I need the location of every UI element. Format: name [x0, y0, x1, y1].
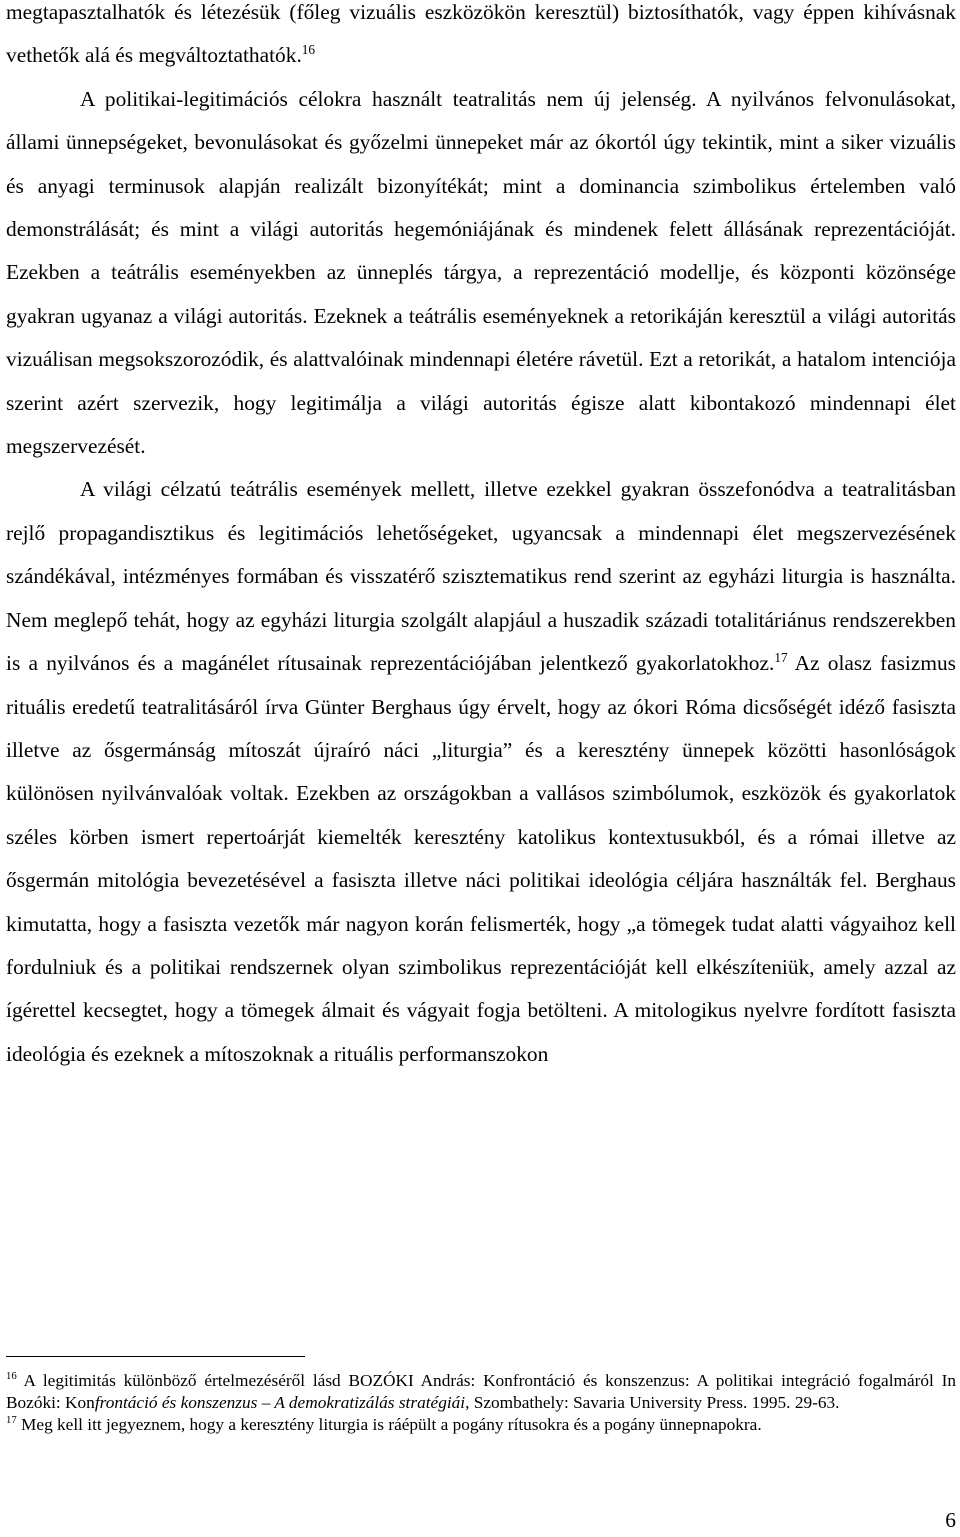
- footnote-ref-17: 17: [774, 649, 788, 665]
- footnote-ref-16: 16: [301, 42, 316, 58]
- footnote-number: 17: [6, 1414, 17, 1427]
- footnote-text: Meg kell itt jegyeznem, hogy a keresztény liturgia is ráépült a pogány rítusokra és a pogány ünnepnapokra.: [16, 1415, 762, 1434]
- paragraph-1: [6, 0, 956, 78]
- footnote-text: A legitimitás különböző értelmezéséről lásd BOZÓKI András: Konfrontáció és konszenzus: A politikai integráció fogalmáról In Bozóki: Kon: [6, 1371, 956, 1412]
- footnote-number: 16: [6, 1370, 17, 1383]
- body-text: [6, 0, 956, 1076]
- paragraph-3: [6, 468, 956, 1076]
- footnotes: [6, 1370, 956, 1436]
- footnote-italic-title: frontáció és konszenzus – A demokratizálás stratégiái: [94, 1393, 466, 1412]
- page-number: 6: [945, 1508, 956, 1532]
- paragraph-2-text: A politikai-legitimációs célokra használt teatralitás nem új jelenség. A nyilvános felvonulásokat, állami ünnepségeket, bevonulásokat és győzelmi ünnepeket már az ókortól úgy tekintik, mint a siker vizuális és anyagi terminusok alapján realizált bizonyítékát; mint a dominancia szimbolikus értelemben való demonstrálását; és mint a világi autoritás hegemóniájának és mindenek felett állásának reprezentációját. Ezekben a teátrális eseményekben az ünneplés tárgya, a reprezentáció modellje, és központi közönsége gyakran ugyanaz a világi autoritás. Ezeknek a teátrális eseményeknek a retorikáján keresztül a világi autoritás vizuálisan megsokszorozódik, és alattvalóinak mindennapi életére rávetül. Ezt a retorikát, a hatalom intenciója szerint azért szervezik, hogy legitimálja a világi autoritás égisze alatt kibontakozó mindennapi élet megszervezését.: [6, 86, 956, 459]
- paragraph-2: [6, 78, 956, 469]
- paragraph-3-text-b: Az olasz fasizmus rituális eredetű teatralitásáról írva Günter Berghaus úgy érvelt, hogy az ókori Róma dicsőségét idéző fasiszta illetve az ősgermánság mítoszát újraíró náci „liturgia” és a keresztény ünnepek közötti hasonlóságok különösen nyilvánvalóak voltak. Ezekben az országokban a vallásos szimbólumok, eszközök és gyakorlatok széles körben ismert repertoárját kiemelték keresztény katolikus kontextusukból, és a római illetve az ősgermán mitológia bevezetésével a fasiszta illetve náci politikai ideológia céljára használták fel. Berghaus kimutatta, hogy a fasiszta vezetők már nagyon korán felismerték, hogy „a tömegek tudat alatti vágyaihoz kell fordulniuk és a politikai rendszernek olyan szimbolikus reprezentációját kell elkészíteniük, amely azzal az ígérettel kecsegtet, hogy a tömegek álmait és vágyait fogja betölteni. A mitologikus nyelvre fordított fasiszta ideológia és ezeknek a mítoszoknak a rituális performanszokon: [6, 651, 956, 1066]
- paragraph-1-text: megtapasztalhatók és létezésük (főleg vizuális eszközökön keresztül) biztosíthatók, vagy éppen kihívásnak vethetők alá és megváltoztathatók.: [6, 0, 956, 68]
- footnote-16: [6, 1370, 956, 1414]
- footnote-17: [6, 1414, 956, 1436]
- footnote-text-tail: , Szombathely: Savaria University Press. 1995. 29-63.: [465, 1393, 840, 1412]
- paragraph-3-text-a: A világi célzatú teátrális események mellett, illetve ezekkel gyakran összefonódva a teatralitásban rejlő propagandisztikus és legitimációs lehetőségeket, ugyancsak a mindennapi élet megszervezésének szándékával, intézményes formában és visszatérő szisztematikus rend szerint az egyházi liturgia is használta. Nem meglepő tehát, hogy az egyházi liturgia szolgált alapjául a huszadik századi totalitáriánus rendszerekben is a nyilvános és a magánélet rítusainak reprezentációjában jelentkező gyakorlatokhoz.: [6, 477, 956, 676]
- footnote-separator: [6, 1356, 305, 1357]
